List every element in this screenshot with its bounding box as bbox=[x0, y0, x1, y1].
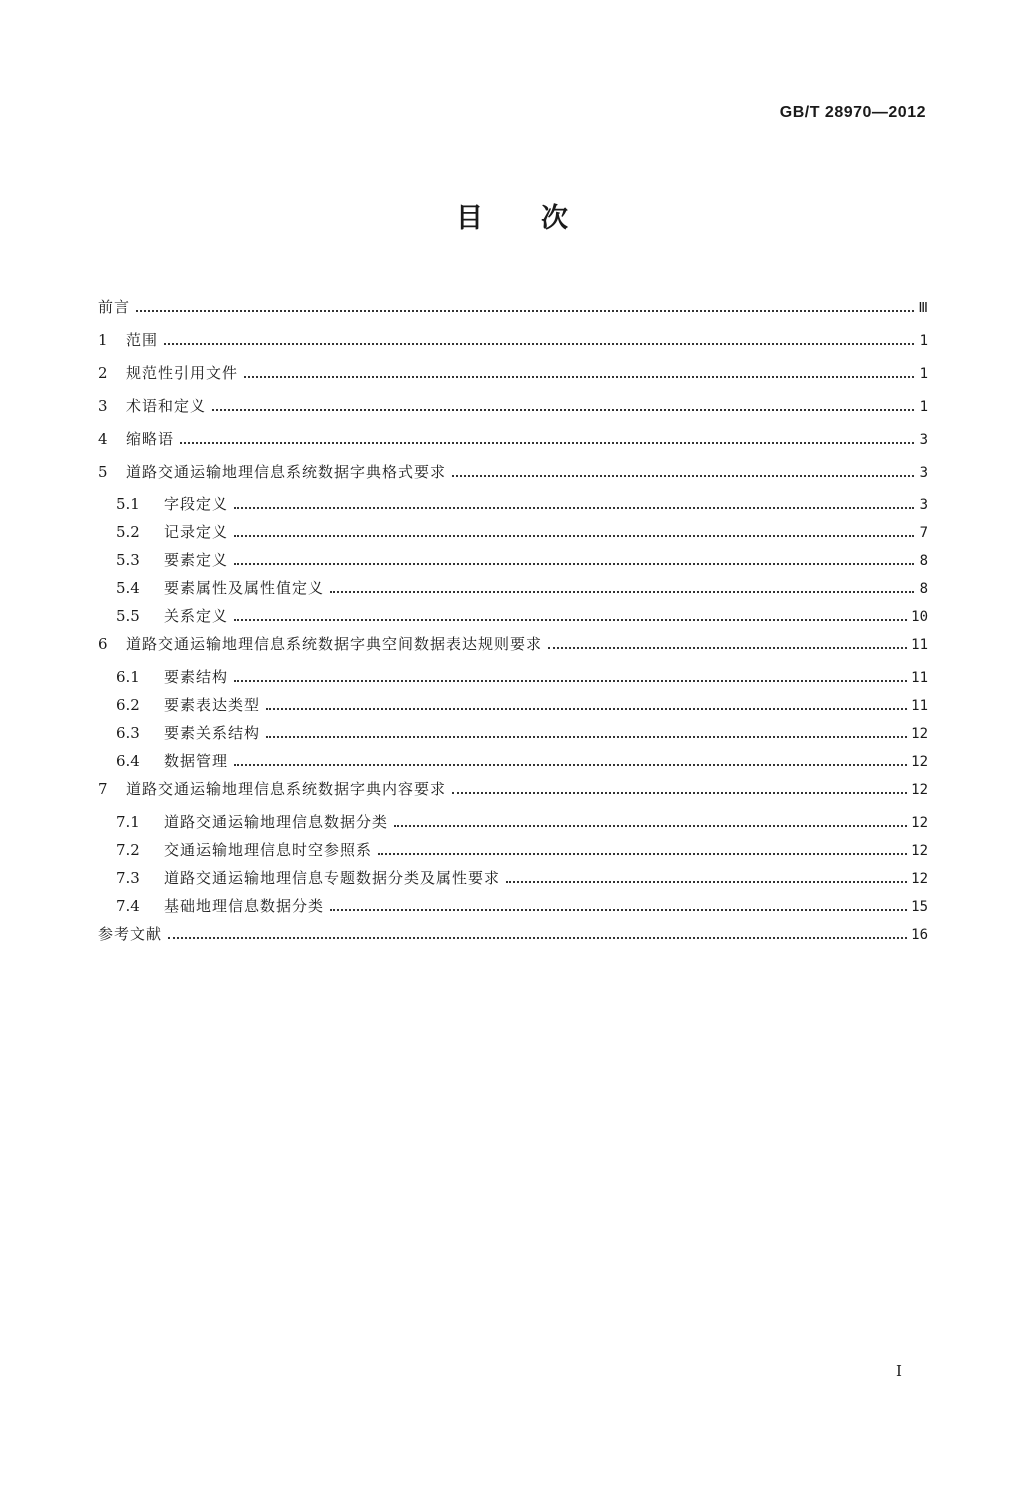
toc-dot-leader bbox=[244, 375, 914, 378]
toc-entry[interactable] bbox=[98, 896, 928, 917]
toc-entry[interactable] bbox=[98, 330, 928, 351]
toc-dot-leader bbox=[234, 679, 907, 682]
toc-entry-label: 要素关系结构 bbox=[164, 724, 261, 742]
toc-entry-label: 交通运输地理信息时空参照系 bbox=[164, 841, 373, 859]
toc-entry-label: 范围 bbox=[126, 331, 159, 349]
toc-entry-number: 5.4 bbox=[116, 579, 140, 597]
toc-entry[interactable] bbox=[98, 363, 928, 384]
toc-entry-label: 字段定义 bbox=[164, 495, 229, 513]
toc-dot-leader bbox=[452, 474, 914, 477]
toc-entry-number: 4 bbox=[98, 430, 108, 448]
toc-entry-number: 5.2 bbox=[116, 523, 140, 541]
toc-entry-number: 6.4 bbox=[116, 752, 140, 770]
toc-dot-leader bbox=[234, 618, 907, 621]
toc-entry[interactable] bbox=[98, 462, 928, 483]
toc-entry-number: 3 bbox=[98, 397, 108, 415]
toc-entry-label: 数据管理 bbox=[164, 752, 229, 770]
toc-entry-page: 3 bbox=[919, 465, 928, 481]
toc-entry-label: 要素表达类型 bbox=[164, 696, 261, 714]
toc-entry[interactable] bbox=[98, 550, 928, 571]
toc-entry-label: 记录定义 bbox=[164, 523, 229, 541]
toc-entry-number: 5.1 bbox=[116, 495, 140, 513]
toc-dot-leader bbox=[266, 707, 907, 710]
toc-entry-number: 7.4 bbox=[116, 897, 140, 915]
toc-entry-label: 术语和定义 bbox=[126, 397, 207, 415]
toc-entry-label: 道路交通运输地理信息数据分类 bbox=[164, 813, 389, 831]
toc-entry[interactable] bbox=[98, 494, 928, 515]
page-number: I bbox=[896, 1362, 902, 1380]
toc-dot-leader bbox=[212, 408, 914, 411]
title-char-1: 目 bbox=[456, 203, 483, 234]
toc-entry-number: 2 bbox=[98, 364, 108, 382]
toc-entry-label: 道路交通运输地理信息系统数据字典内容要求 bbox=[126, 780, 447, 798]
toc-dot-leader bbox=[164, 342, 914, 345]
toc-entry-page: 8 bbox=[919, 581, 928, 597]
toc-entry[interactable] bbox=[98, 924, 928, 945]
toc-entry-label: 要素定义 bbox=[164, 551, 229, 569]
toc-entry[interactable] bbox=[98, 695, 928, 716]
toc-entry[interactable] bbox=[98, 429, 928, 450]
toc-entry-page: 12 bbox=[911, 843, 928, 859]
toc-entry-number: 7.2 bbox=[116, 841, 140, 859]
toc-dot-leader bbox=[180, 441, 914, 444]
toc-entry-label: 要素结构 bbox=[164, 668, 229, 686]
toc-entry[interactable] bbox=[98, 522, 928, 543]
toc-entry[interactable] bbox=[98, 606, 928, 627]
toc-entry-page: 12 bbox=[911, 782, 928, 798]
toc-dot-leader bbox=[266, 735, 907, 738]
toc-dot-leader bbox=[548, 646, 907, 649]
toc-entry-page: 16 bbox=[911, 927, 928, 943]
toc-entry[interactable] bbox=[98, 751, 928, 772]
toc-dot-leader bbox=[234, 534, 914, 537]
toc-entry-page: 7 bbox=[919, 525, 928, 541]
toc-entry-page: 15 bbox=[911, 899, 928, 915]
toc-entry-page: 11 bbox=[911, 637, 928, 653]
toc-entry-number: 5.5 bbox=[116, 607, 140, 625]
toc-entry-number: 5.3 bbox=[116, 551, 140, 569]
toc-dot-leader bbox=[394, 824, 907, 827]
toc-entry-page: 12 bbox=[911, 754, 928, 770]
toc-entry-page: 3 bbox=[919, 497, 928, 513]
toc-entry[interactable] bbox=[98, 667, 928, 688]
standard-code: GB/T 28970—2012 bbox=[779, 104, 926, 121]
toc-entry[interactable] bbox=[98, 578, 928, 599]
toc-entry-page: 11 bbox=[911, 670, 928, 686]
toc-entry-page: 1 bbox=[919, 333, 928, 349]
toc-dot-leader bbox=[330, 908, 907, 911]
toc-entry-page: 11 bbox=[911, 698, 928, 714]
toc-entry[interactable] bbox=[98, 634, 928, 655]
toc-entry[interactable] bbox=[98, 396, 928, 417]
toc-entry-number: 7 bbox=[98, 780, 108, 798]
toc-entry-number: 6.2 bbox=[116, 696, 140, 714]
toc-entry-label: 规范性引用文件 bbox=[126, 364, 239, 382]
toc-entry[interactable] bbox=[98, 297, 928, 318]
toc-entry-page: 1 bbox=[919, 366, 928, 382]
toc-entry[interactable] bbox=[98, 868, 928, 889]
toc-entry-page: 12 bbox=[911, 726, 928, 742]
toc-entry-page: 3 bbox=[919, 432, 928, 448]
toc-dot-leader bbox=[234, 506, 914, 509]
toc-entry[interactable] bbox=[98, 840, 928, 861]
toc-dot-leader bbox=[452, 791, 907, 794]
toc-dot-leader bbox=[330, 590, 914, 593]
toc-entry-label: 要素属性及属性值定义 bbox=[164, 579, 325, 597]
toc-entry[interactable] bbox=[98, 812, 928, 833]
toc-entry[interactable] bbox=[98, 779, 928, 800]
toc-entry-page: 12 bbox=[911, 871, 928, 887]
toc-entry-number: 6 bbox=[98, 635, 108, 653]
toc-entry-label: 道路交通运输地理信息系统数据字典空间数据表达规则要求 bbox=[126, 635, 543, 653]
toc-entry-label: 基础地理信息数据分类 bbox=[164, 897, 325, 915]
page-title bbox=[0, 196, 1024, 235]
toc-entry-page: 10 bbox=[911, 609, 928, 625]
toc-entry-label: 前言 bbox=[98, 298, 131, 316]
toc-entry-label: 道路交通运输地理信息系统数据字典格式要求 bbox=[126, 463, 447, 481]
toc-dot-leader bbox=[234, 562, 914, 565]
toc-entry-number: 6.3 bbox=[116, 724, 140, 742]
toc-entry[interactable] bbox=[98, 723, 928, 744]
title-char-2: 次 bbox=[541, 203, 568, 234]
toc-entry-page: Ⅲ bbox=[918, 300, 928, 316]
toc-entry-number: 7.3 bbox=[116, 869, 140, 887]
toc-dot-leader bbox=[168, 936, 907, 939]
toc-entry-number: 1 bbox=[98, 331, 108, 349]
toc-dot-leader bbox=[234, 763, 907, 766]
toc-entry-number: 7.1 bbox=[116, 813, 140, 831]
toc-entry-page: 12 bbox=[911, 815, 928, 831]
toc-entry-label: 道路交通运输地理信息专题数据分类及属性要求 bbox=[164, 869, 501, 887]
toc-entry-number: 6.1 bbox=[116, 668, 140, 686]
toc-entry-label: 参考文献 bbox=[98, 925, 163, 943]
toc-entry-label: 关系定义 bbox=[164, 607, 229, 625]
toc-entry-number: 5 bbox=[98, 463, 108, 481]
toc-dot-leader bbox=[378, 852, 907, 855]
toc-dot-leader bbox=[136, 309, 914, 312]
toc-entry-label: 缩略语 bbox=[126, 430, 175, 448]
toc-entry-page: 8 bbox=[919, 553, 928, 569]
toc-entry-page: 1 bbox=[919, 399, 928, 415]
toc-dot-leader bbox=[506, 880, 907, 883]
